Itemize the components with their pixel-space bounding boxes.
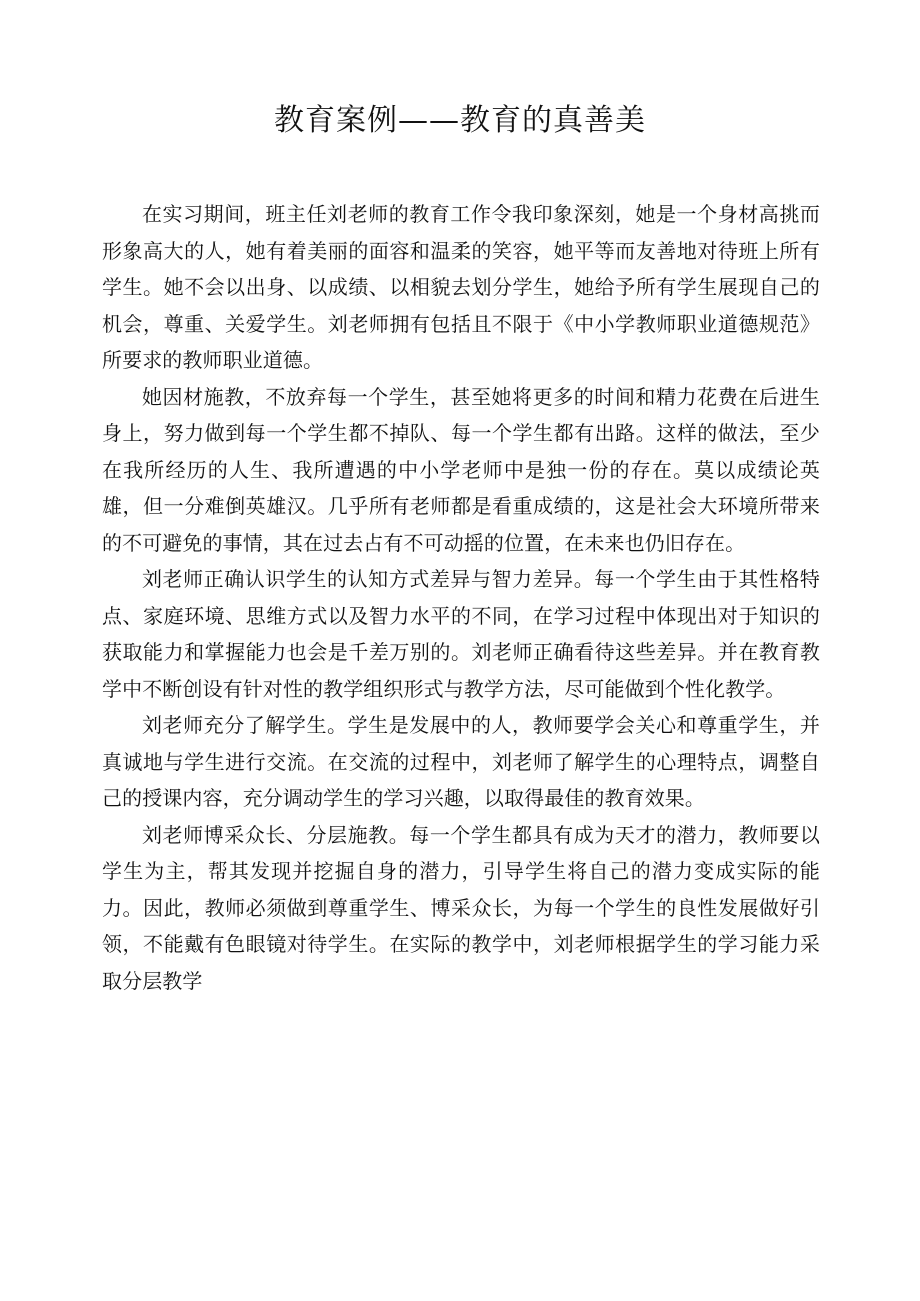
paragraph-4: 刘老师充分了解学生。学生是发展中的人，教师要学会关心和尊重学生，并真诚地与学生进行交流。在交流的过程中，刘老师了解学生的心理特点，调整自己的授课内容，充分调动学生的学习兴趣，以取得最佳的教育效果。	[102, 713, 820, 810]
document-body	[102, 196, 820, 999]
paragraph-3: 刘老师正确认识学生的认知方式差异与智力差异。每一个学生由于其性格特点、家庭环境、思维方式以及智力水平的不同，在学习过程中体现出对于知识的获取能力和掌握能力也会是千差万别的。刘老师正确看待这些差异。并在教育教学中不断创设有针对性的教学组织形式与教学方法，尽可能做到个性化教学。	[102, 567, 820, 701]
document-title: 教育案例——教育的真善美	[274, 103, 646, 138]
paragraph-5: 刘老师博采众长、分层施教。每一个学生都具有成为天才的潜力，教师要以学生为主，帮其发现并挖掘自身的潜力，引导学生将自己的潜力变成实际的能力。因此，教师必须做到尊重学生、博采众长，为每一个学生的良性发展做好引领，不能戴有色眼镜对待学生。在实际的教学中，刘老师根据学生的学习能力采取分层教学	[102, 822, 820, 993]
paragraph-1: 在实习期间，班主任刘老师的教育工作令我印象深刻，她是一个身材高挑而形象高大的人，她有着美丽的面容和温柔的笑容，她平等而友善地对待班上所有学生。她不会以出身、以成绩、以相貌去划分学生，她给予所有学生展现自己的机会，尊重、关爱学生。刘老师拥有包括且不限于《中小学教师职业道德规范》所要求的教师职业道德。	[102, 202, 820, 372]
paragraph-2: 她因材施教，不放弃每一个学生，甚至她将更多的时间和精力花费在后进生身上，努力做到每一个学生都不掉队、每一个学生都有出路。这样的做法，至少在我所经历的人生、我所遭遇的中小学老师中是独一份的存在。莫以成绩论英雄，但一分难倒英雄汉。几乎所有老师都是看重成绩的，这是社会大环境所带来的不可避免的事情，其在过去占有不可动摇的位置，在未来也仍旧存在。	[102, 384, 820, 555]
